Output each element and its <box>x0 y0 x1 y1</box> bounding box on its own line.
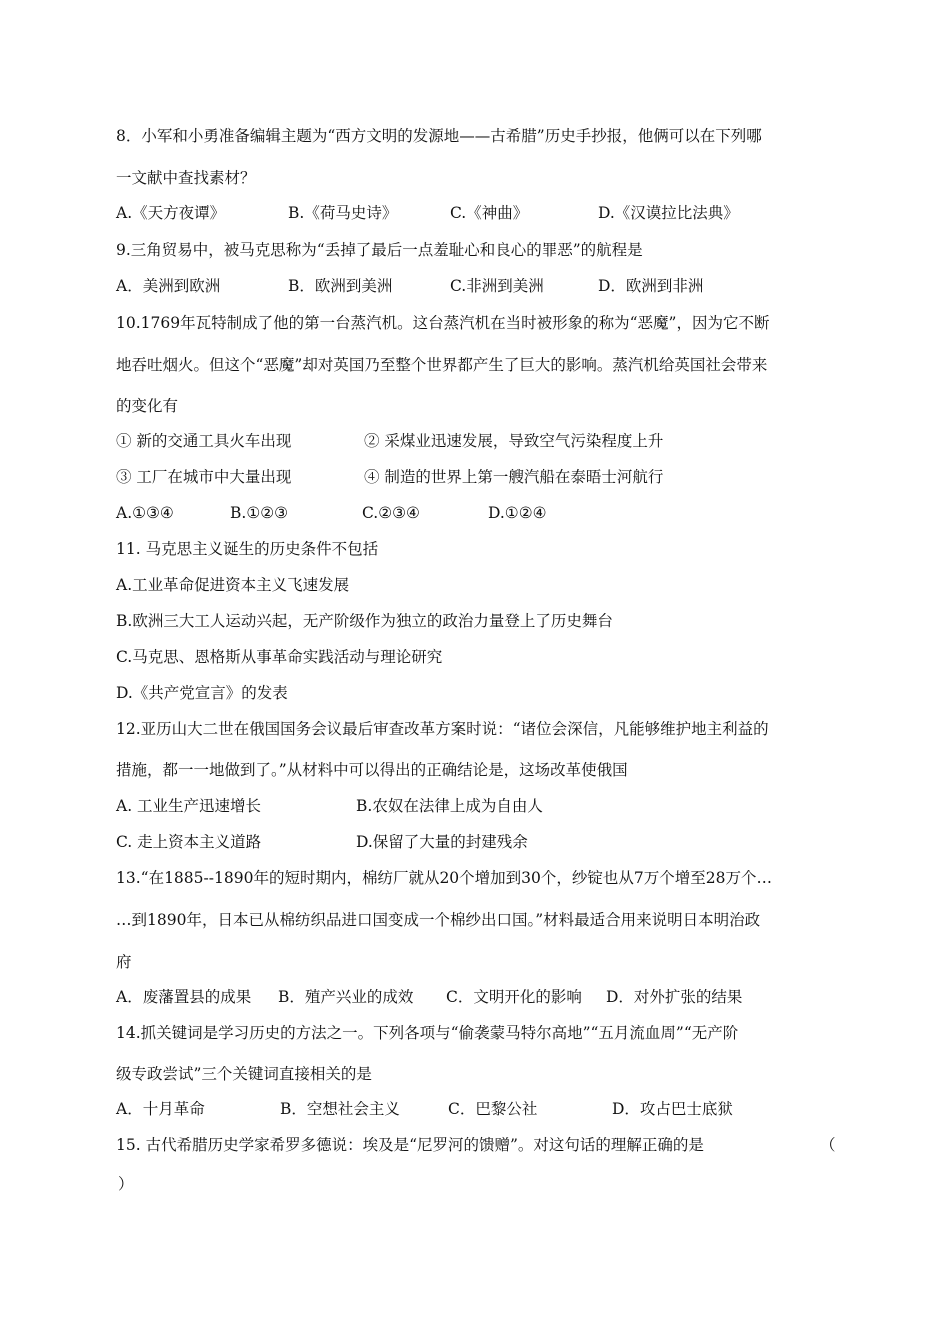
q9-option-b: B．欧洲到美洲 <box>288 277 393 295</box>
q12-option-b: B.农奴在法律上成为自由人 <box>356 797 543 815</box>
q8-option-c: C.《神曲》 <box>450 204 529 222</box>
q14-option-a: A．十月革命 <box>116 1100 205 1118</box>
q13-option-a: A．废藩置县的成果 <box>116 988 252 1006</box>
q11-option-c: C.马克思、恩格斯从事革命实践活动与理论研究 <box>116 648 443 666</box>
q12-option-a: A. 工业生产迅速增长 <box>116 797 262 815</box>
q10-item-4: ④ 制造的世界上第一艘汽船在泰晤士河航行 <box>364 468 664 486</box>
q13-stem-line-3: 府 <box>116 953 132 971</box>
q10-option-d: D.①②④ <box>488 504 547 522</box>
q10-item-3: ③ 工厂在城市中大量出现 <box>116 468 292 486</box>
q14-option-b: B．空想社会主义 <box>280 1100 400 1118</box>
q14-stem-line-1: 14.抓关键词是学习历史的方法之一。下列各项与“偷袭蒙马特尔高地”“五月流血周”“无产阶 <box>116 1024 739 1042</box>
q10-item-2: ② 采煤业迅速发展，导致空气污染程度上升 <box>364 432 664 450</box>
q14-option-c: C．巴黎公社 <box>448 1100 538 1118</box>
q12-stem-line-1: 12.亚历山大二世在俄国国务会议最后审查改革方案时说：“诸位会深信，凡能够维护地主利益的 <box>116 720 769 738</box>
q13-option-d: D．对外扩张的结果 <box>606 988 743 1006</box>
q12-stem-line-2: 措施，都一一地做到了。”从材料中可以得出的正确结论是，这场改革使俄国 <box>116 761 628 779</box>
q14-stem-line-2: 级专政尝试”三个关键词直接相关的是 <box>116 1065 372 1083</box>
q10-stem-line-1: 10.1769年瓦特制成了他的第一台蒸汽机。这台蒸汽机在当时被形象的称为“恶魔”，因为它不断 <box>116 314 770 332</box>
q13-stem-line-1: 13.“在1885--1890年的短时期内，棉纺厂就从20个增加到30个，纱锭也从7万个增至28万个… <box>116 869 772 887</box>
q11-option-b: B.欧洲三大工人运动兴起，无产阶级作为独立的政治力量登上了历史舞台 <box>116 612 613 630</box>
q13-stem-line-2: …到1890年，日本已从棉纺织品进口国变成一个棉纱出口国。”材料最适合用来说明日本明治政 <box>116 911 761 929</box>
q11-option-d: D.《共产党宣言》的发表 <box>116 684 288 702</box>
q11-stem-line-1: 11. 马克思主义诞生的历史条件不包括 <box>116 540 379 558</box>
q15-answer-bracket-open: （ <box>820 1136 836 1154</box>
q13-option-b: B．殖产兴业的成效 <box>278 988 414 1006</box>
q8-stem-line-1: 8．小军和小勇准备编辑主题为“西方文明的发源地——古希腊”历史手抄报，他俩可以在下列哪 <box>116 127 762 145</box>
q12-option-d: D.保留了大量的封建残余 <box>356 833 528 851</box>
q14-option-d: D．攻占巴士底狱 <box>612 1100 733 1118</box>
q11-option-a: A.工业革命促进资本主义飞速发展 <box>116 576 350 594</box>
q8-option-d: D.《汉谟拉比法典》 <box>598 204 739 222</box>
q10-option-c: C.②③④ <box>362 504 420 522</box>
q10-option-a: A.①③④ <box>116 504 174 522</box>
q10-stem-line-3: 的变化有 <box>116 397 179 415</box>
q8-option-b: B.《荷马史诗》 <box>288 204 398 222</box>
q9-option-a: A．美洲到欧洲 <box>116 277 221 295</box>
q8-option-a: A.《天方夜谭》 <box>116 204 226 222</box>
q12-option-c: C. 走上资本主义道路 <box>116 833 262 851</box>
q15-answer-bracket-close: ） <box>118 1175 134 1193</box>
q10-option-b: B.①②③ <box>230 504 289 522</box>
q15-stem-line-1: 15. 古代希腊历史学家希罗多德说：埃及是“尼罗河的馈赠”。对这句话的理解正确的是 <box>116 1136 704 1154</box>
q9-stem-line-1: 9.三角贸易中，被马克思称为“丢掉了最后一点羞耻心和良心的罪恶”的航程是 <box>116 241 643 259</box>
q8-stem-line-2: 一文献中查找素材？ <box>116 169 256 187</box>
q13-option-c: C．文明开化的影响 <box>446 988 582 1006</box>
q9-option-c: C.非洲到美洲 <box>450 277 544 295</box>
q10-item-1: ① 新的交通工具火车出现 <box>116 432 292 450</box>
q10-stem-line-2: 地吞吐烟火。但这个“恶魔”却对英国乃至整个世界都产生了巨大的影响。蒸汽机给英国社会带来 <box>116 356 768 374</box>
q9-option-d: D．欧洲到非洲 <box>598 277 704 295</box>
